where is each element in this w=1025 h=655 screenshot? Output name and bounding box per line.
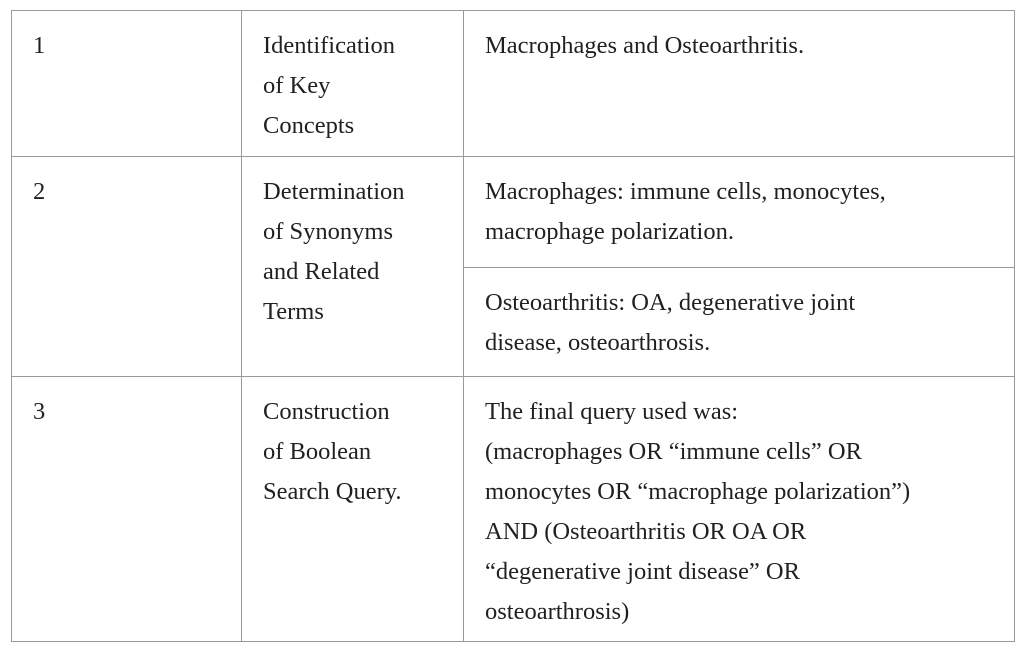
step-detail-cell (464, 268, 1015, 377)
step-detail-cell (464, 11, 1015, 157)
step-detail: Macrophages: immune cells, monocytes, macrophage polarization. (485, 178, 886, 245)
step-detail-cell (464, 157, 1015, 268)
step-number-cell (12, 11, 242, 157)
step-name: Identification of Key Concepts (263, 32, 395, 139)
step-name-cell (242, 11, 464, 157)
step-name: Determination of Synonyms and Related Terms (263, 178, 405, 325)
step-number: 1 (33, 32, 46, 59)
step-detail: Osteoarthritis: OA, degenerative joint disease, osteoarthrosis. (485, 289, 856, 356)
step-number-cell (12, 157, 242, 377)
search-strategy-table (11, 10, 1015, 642)
table-row (12, 11, 1015, 157)
step-number: 2 (33, 178, 46, 205)
table-row (12, 377, 1015, 642)
step-name-cell (242, 377, 464, 642)
step-detail: Macrophages and Osteoarthritis. (485, 32, 805, 59)
step-detail-cell (464, 377, 1015, 642)
step-number: 3 (33, 398, 46, 425)
step-detail: The final query used was: (macrophages OR “immune cells” OR monocytes OR “macrophage polarization”) AND (Osteoarthritis OR OA OR “degenerative joint disease” OR osteoarthrosis) (485, 398, 911, 625)
step-number-cell (12, 377, 242, 642)
step-name: Construction of Boolean Search Query. (263, 398, 402, 505)
step-name-cell (242, 157, 464, 377)
table-row (12, 157, 1015, 268)
